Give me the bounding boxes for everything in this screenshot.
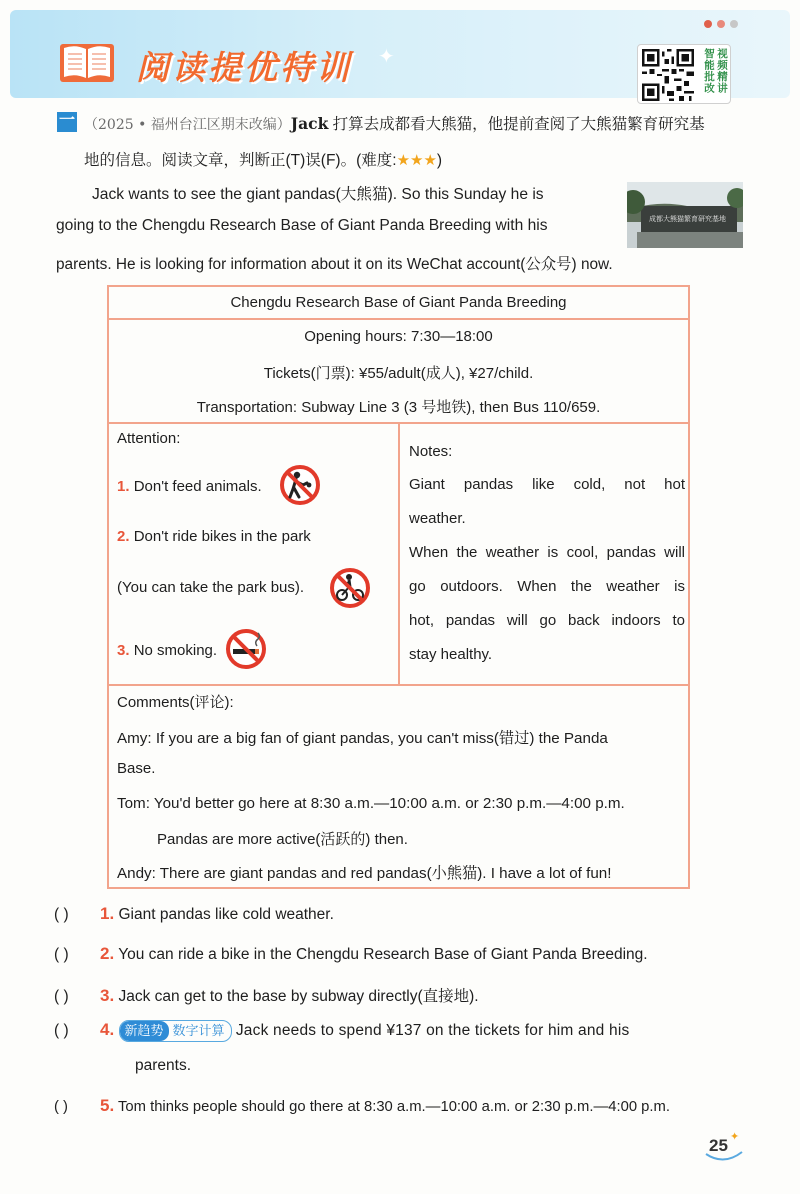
question-4	[54, 1020, 629, 1042]
notes-text	[409, 468, 685, 672]
intro-line2-text: 地的信息。阅读文章，判断正(T)误(F)。(难度:	[84, 152, 397, 169]
dot-1	[704, 20, 712, 28]
question-text: Jack needs to spend ¥137 on the tickets for him and his	[235, 1022, 630, 1040]
transportation-info: Transportation: Subway Line 3 (3 号地铁), then Bus 110/659.	[196, 399, 601, 416]
header-dots	[704, 20, 738, 28]
question-5	[54, 1096, 670, 1116]
attention-item-1	[117, 478, 262, 495]
comment-tom-cont: Pandas are more active(活跃的) then.	[157, 831, 408, 848]
qr-code-panel[interactable]	[637, 44, 731, 104]
passage-line-1: Jack wants to see the giant pandas(大熊猫). So this Sunday he is	[92, 186, 544, 203]
intro-line-2	[84, 148, 442, 170]
open-book-icon	[58, 40, 116, 84]
answer-blank[interactable]: ( )	[54, 946, 69, 963]
attention-item-2	[117, 528, 311, 545]
comment-amy: Amy: If you are a big fan of giant pandas, you can't miss(错过) the Panda	[117, 730, 608, 747]
question-number: 5.	[100, 1096, 115, 1115]
question-number: 2.	[100, 944, 115, 963]
question-text: Jack can get to the base by subway directly(直接地).	[118, 988, 479, 1005]
attention-num: 2.	[117, 528, 130, 545]
table-divider-vertical	[398, 422, 400, 684]
panda-base-photo	[627, 182, 743, 248]
page-arc-decoration	[704, 1150, 744, 1164]
section-marker: 一	[57, 112, 77, 132]
intro-line2-end: )	[436, 152, 443, 169]
tickets-info: Tickets(门票): ¥55/adult(成人), ¥27/child.	[263, 365, 534, 382]
sparkle-icon: ✦	[378, 46, 395, 68]
notes-line: Giant pandas like cold, not hot	[409, 476, 685, 493]
answer-blank[interactable]: ( )	[54, 1099, 68, 1115]
notes-heading: Notes:	[409, 443, 453, 460]
comments-heading: Comments(评论):	[117, 694, 234, 711]
notes-line: go outdoors. When the weather is	[409, 578, 685, 595]
notes-line: stay healthy.	[409, 646, 493, 663]
info-table	[107, 285, 690, 889]
opening-hours: Opening hours: 7:30—18:00	[304, 328, 493, 345]
question-2	[54, 944, 648, 964]
notes-line: When the weather is cool, pandas will	[409, 544, 685, 561]
section-title: 阅读提优特训	[136, 49, 352, 86]
question-4-cont: parents.	[135, 1057, 192, 1074]
comment-tom: Tom: You'd better go here at 8:30 a.m.—10:00 a.m. or 2:30 p.m.—4:00 p.m.	[117, 795, 625, 812]
passage-line-3: parents. He is looking for information about it on its WeChat account(公众号) now.	[56, 256, 613, 273]
question-3	[54, 984, 479, 1006]
tag-new-trend: 新趋势	[120, 1021, 169, 1041]
notes-line: weather.	[409, 510, 466, 527]
attention-text: No smoking.	[133, 642, 218, 659]
passage-line-2: going to the Chengdu Research Base of Giant Panda Breeding with his	[56, 217, 548, 234]
answer-blank[interactable]: ( )	[54, 906, 69, 923]
table-divider	[109, 684, 688, 686]
table-title: Chengdu Research Base of Giant Panda Breeding	[230, 294, 567, 311]
question-text: Tom thinks people should go there at 8:30 a.m.—10:00 a.m. or 2:30 p.m.—4:00 p.m.	[118, 1099, 670, 1115]
dot-3	[730, 20, 738, 28]
no-bikes-sign-icon	[329, 567, 371, 609]
page-star-icon: ✦	[730, 1131, 740, 1143]
question-number: 1.	[100, 904, 115, 923]
difficulty-stars: ★★★	[396, 152, 437, 169]
photo-sign-text: 成都大熊猫繁育研究基地	[649, 216, 726, 223]
table-divider	[109, 318, 688, 320]
intro-source: （2025 • 福州台江区期末改编）	[84, 117, 291, 133]
qr-caption: 视频精讲 智能批改	[703, 48, 728, 94]
qr-code-icon	[642, 49, 694, 101]
no-feeding-sign-icon	[279, 464, 321, 506]
question-text: Giant pandas like cold weather.	[118, 906, 334, 923]
attention-num: 3.	[117, 642, 130, 659]
question-number: 3.	[100, 986, 115, 1005]
comment-andy: Andy: There are giant pandas and red pandas(小熊猫). I have a lot of fun!	[117, 865, 612, 882]
answer-blank[interactable]: ( )	[54, 1022, 69, 1040]
intro-line-1	[84, 112, 705, 134]
dot-2	[717, 20, 725, 28]
attention-text: Don't feed animals.	[133, 478, 262, 495]
question-text: You can ride a bike in the Chengdu Research Base of Giant Panda Breeding.	[118, 946, 648, 963]
intro-jack: Jack	[290, 114, 329, 133]
answer-blank[interactable]: ( )	[54, 988, 69, 1005]
comment-amy-cont: Base.	[117, 760, 156, 777]
attention-num: 1.	[117, 478, 130, 495]
attention-item-2-note: (You can take the park bus).	[117, 579, 305, 596]
attention-heading: Attention:	[117, 430, 181, 447]
question-1	[54, 904, 334, 924]
trend-tag	[119, 1020, 232, 1042]
question-number: 4.	[100, 1020, 115, 1040]
attention-text: Don't ride bikes in the park	[133, 528, 311, 545]
intro-line1-rest: 打算去成都看大熊猫，他提前查阅了大熊猫繁育研究基	[332, 116, 705, 133]
notes-line: hot, pandas will go back indoors to	[409, 612, 685, 629]
attention-item-3	[117, 642, 217, 659]
page-number: 25	[709, 1136, 728, 1155]
no-smoking-sign-icon	[225, 628, 267, 670]
tag-calculation: 数字计算	[172, 1023, 225, 1038]
